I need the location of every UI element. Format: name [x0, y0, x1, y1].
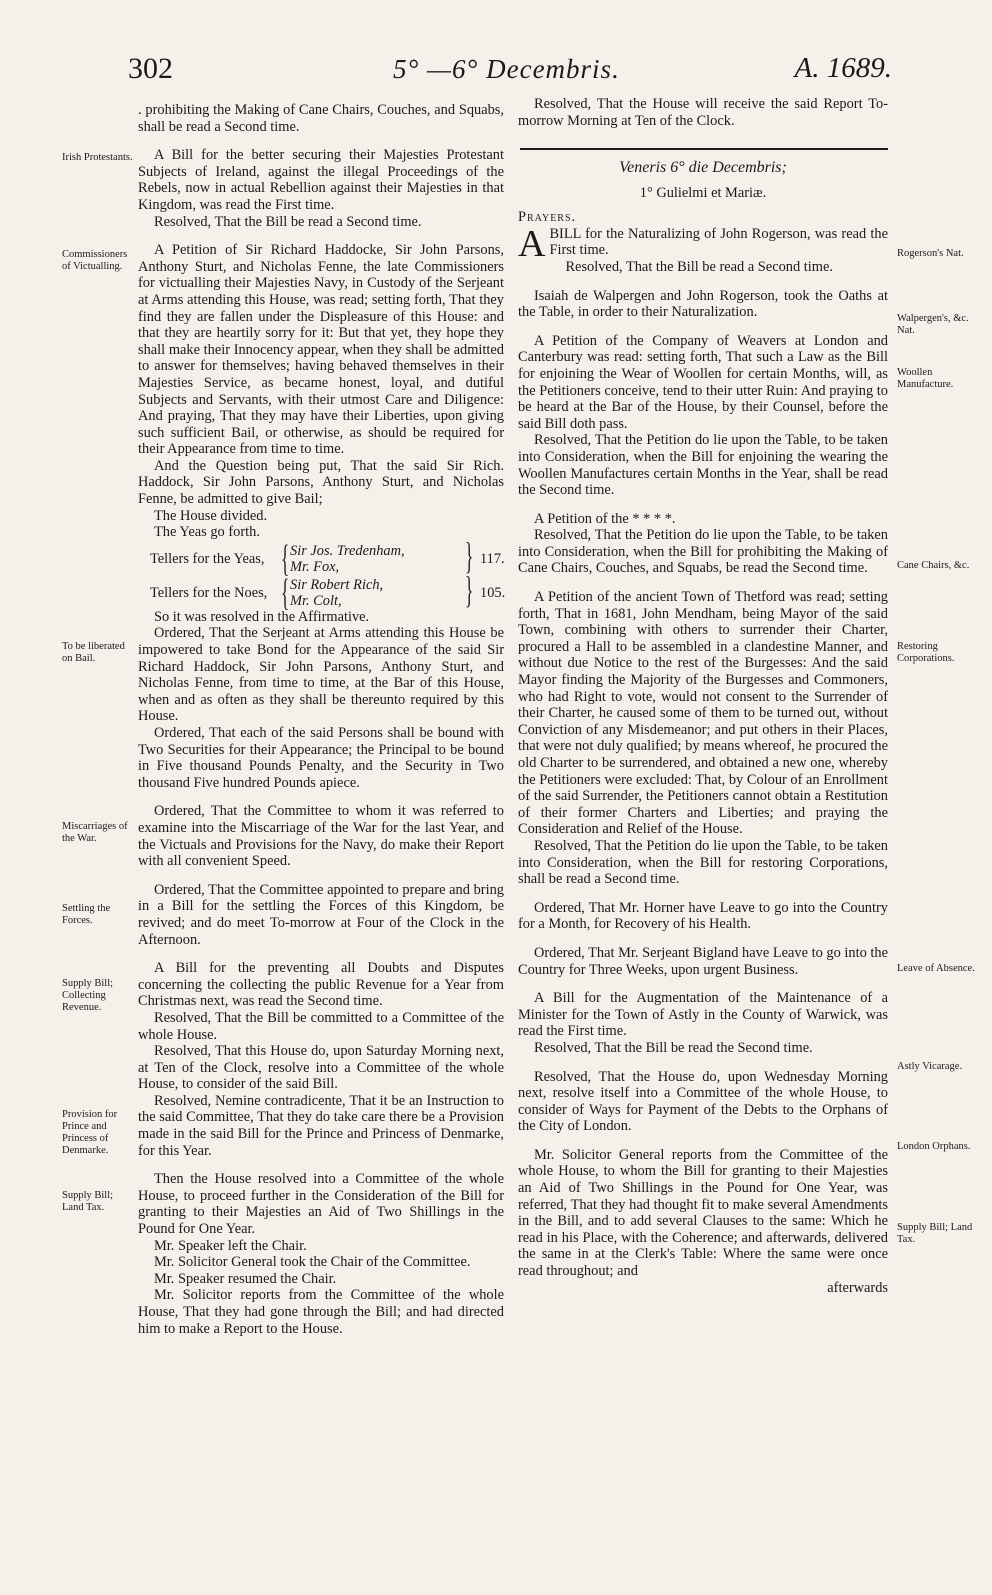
brace-icon: { [281, 537, 290, 580]
page-header [128, 52, 892, 94]
margin-note-supply-land: Supply Bill; Land Tax. [897, 1222, 973, 1245]
margin-note-land-tax: Supply Bill; Land Tax. [62, 1190, 114, 1213]
margin-note-forces: Settling the Forces. [62, 903, 111, 926]
margin-note-astly: Astly Vicarage. [897, 1061, 963, 1072]
drop-cap: A [518, 222, 546, 265]
resolved-report: Resolved, That the House will receive the said Report To-morrow Morning at Ten of the Clock. [518, 96, 888, 129]
margin-note-victualling: Commissioners of Victualling. [62, 249, 128, 272]
brace-icon: { [465, 537, 474, 580]
ordered-miscarriages: Ordered, That the Committee to whom it was referred to examine into the Miscarriage of the War for the last Year, and the Victuals and Provisions for the Navy, do make their Report with all convenient Speed. [138, 803, 504, 870]
page-number: 302 [128, 52, 173, 85]
margin-note-leave: Leave of Absence. [897, 963, 975, 974]
margin-note-woollen: Woollen Manufacture. [897, 367, 954, 390]
page-year: A. 1689. [794, 52, 892, 84]
house-divided: The House divided. [154, 507, 268, 524]
horner-leave: Ordered, That Mr. Horner have Leave to go into the Country for a Month, for Recovery of his Health. [518, 899, 888, 933]
rogerson-resolved: Resolved, That the Bill be read a Second time. [565, 258, 833, 275]
margin-note-miscarriages: Miscarriages of the War. [62, 821, 128, 844]
teller-no-2: Mr. Colt, [290, 593, 342, 610]
ordered-serjeant: Ordered, That the Serjeant at Arms attending this House be impowered to take Bond for the Appearance of the said Sir Richard Haddock, Sir John Parsons, Anthony Sturt, and Nicholas Fenne, from time to time, at the Bar of this House, when and as often as they shall be thereunto required by this House. [138, 625, 504, 725]
margin-note-cane: Cane Chairs, &c. [897, 560, 970, 571]
solicitor-land-tax: Mr. Solicitor General reports from the Committee of the whole House, to whom the Bill for granting to their Majesties an Aid of Two Shillings in the Pound for One Year, was referred, That they had thought fit to make several Amendments in the Bill, and to add several Clauses to the same: Which he read in his Place, with the Coherence; and afterwards, delivered the same in at the Clerk's Table: Where the same were once read throughout; and [518, 1146, 888, 1280]
margin-note-orphans: London Orphans. [897, 1141, 971, 1152]
petition-stars: A Petition of the * * * *. [534, 510, 676, 527]
resolved-affirmative: So it was resolved in the Affirmative. [154, 608, 370, 625]
tellers-yeas-names [290, 543, 405, 576]
resolved-saturday: Resolved, That this House do, upon Saturday Morning next, at Ten of the Clock, resolve into a Committee of the whole House, to consider of the said Bill. [138, 1043, 504, 1093]
yeas-forth: The Yeas go forth. [154, 524, 260, 541]
irish-bill: A Bill for the better securing their Majesties Protestant Subjects of Ireland, against the illegal Proceedings of the Rebels, now in actual Rebellion against their Majesties in that Kingdom, was read the First time. [138, 147, 504, 213]
committee-land-tax: Then the House resolved into a Committee of the whole House, to proceed further in the Consideration of the Bill for granting to their Majesties an Aid of Two Shillings in the Pound for One Year. [138, 1171, 504, 1238]
brace-icon: { [281, 571, 290, 614]
speaker-left: Mr. Speaker left the Chair. [154, 1237, 307, 1254]
speaker-resumed: Mr. Speaker resumed the Chair. [154, 1270, 337, 1287]
regnal-year: 1° Gulielmi et Mariæ. [639, 184, 767, 201]
irish-resolved: Resolved, That the Bill be read a Second time. [154, 213, 422, 230]
astly-bill: A Bill for the Augmentation of the Maintenance of a Minister for the Town of Astly in the County of Warwick, was read the First time. [518, 990, 888, 1040]
right-column-day [518, 160, 888, 1296]
walpergen-oaths: Isaiah de Walpergen and John Rogerson, took the Oaths at the Table, in order to their Naturalization. [518, 287, 888, 321]
opening-text: . prohibiting the Making of Cane Chairs, Couches, and Squabs, shall be read a Second time. [138, 102, 504, 135]
margin-note-rogerson: Rogerson's Nat. [897, 248, 964, 259]
brace-icon: { [465, 571, 474, 614]
running-title: 5° —6° Decembris. [393, 54, 620, 84]
solicitor-took: Mr. Solicitor General took the Chair of the Committee. [154, 1254, 471, 1271]
weavers-petition: A Petition of the Company of Weavers at London and Canterbury was read: setting forth, That such a Law as the Bill for enjoining the Wear of Woollen for certain Months, will, as the Petitioners conceive, tend to their utter Ruin: And praying to be heard at the Bar of the House, by their Counsel, before the said Bill doth pass. [518, 332, 888, 432]
tellers-noes-names [290, 577, 383, 610]
tellers-noes-label: Tellers for the Noes, [150, 584, 268, 601]
left-column [138, 102, 504, 1337]
orphans-resolved: Resolved, That the House do, upon Wednesday Morning next, resolve itself into a Committee of the whole House, to consider of Ways for Payment of the Debts to the Orphans of the City of London. [518, 1068, 888, 1135]
prayers-heading: Prayers. [518, 209, 577, 226]
tellers-noes-count: 105. [480, 584, 506, 601]
margin-note-irish: Irish Protestants. [62, 152, 133, 163]
resolved-nemine: Resolved, Nemine contradicente, That it be an Instruction to the said Committee, That they do take care there be a Provision made in the said Bill for the Prince and Princess of Denmarke, for this Year. [138, 1092, 504, 1159]
teller-no-1: Sir Robert Rich, [290, 576, 384, 593]
ordered-securities: Ordered, That each of the said Persons shall be bound with Two Securities for their Appearance; the Principal to be bound in Five thousand Pounds Penalty, and the Security in Two thousand Five hundred Pounds apiece. [138, 725, 504, 791]
question-put: And the Question being put, That the said Sir Rich. Haddock, Sir John Parsons, Anthony Sturt, and Nicholas Fenne, be admitted to give Bail; [138, 457, 504, 508]
tellers-yeas-count: 117. [480, 550, 505, 567]
margin-note-supply-revenue: Supply Bill; Collecting Revenue. [62, 978, 114, 1013]
margin-note-corporations: Restoring Corporations. [897, 641, 955, 664]
tellers-block [150, 537, 506, 614]
astly-resolved: Resolved, That the Bill be read the Second time. [534, 1039, 813, 1056]
section-rule [520, 148, 888, 150]
margin-note-prince: Provision for Prince and Princess of Denmarke. [62, 1109, 118, 1156]
bigland-leave: Ordered, That Mr. Serjeant Bigland have Leave to go into the Country for Three Weeks, upon urgent Business. [518, 944, 888, 978]
rogerson-bill [518, 222, 888, 265]
tellers-yeas [150, 537, 505, 580]
teller-yea-1: Sir Jos. Tredenham, [290, 542, 405, 559]
thetford-resolved: Resolved, That the Petition do lie upon the Table, to be taken into Consideration, when the Bill for restoring Corporations, shall be read a Second time. [518, 837, 888, 888]
margin-note-liberated: To be liberated on Bail. [62, 641, 125, 664]
tellers-yeas-label: Tellers for the Yeas, [150, 550, 265, 567]
ordered-forces: Ordered, That the Committee appointed to prepare and bring in a Bill for the settling the Forces of this Kingdom, be revived; and do meet To-morrow at Four of the Clock in the Afternoon. [138, 881, 504, 948]
cane-resolved: Resolved, That the Petition do lie upon the Table, to be taken into Consideration, when the Bill for prohibiting the Making of Cane Chairs, Couches, and Squabs, be read the Second time. [518, 527, 888, 577]
catchword: afterwards [827, 1279, 888, 1296]
petition-victualling: A Petition of Sir Richard Haddocke, Sir John Parsons, Anthony Sturt, and Nicholas Fenne, the late Commissioners for victualling their Majesties Navy, in Custody of the Serjeant at Arms attending this House, was read; setting forth, That they find they are fallen under the Displeasure of this House: and that they are heartily sorry for it: But that yet, they hope they shall make their Innocency appear, when they shall be admitted to answer for themselves; having behaved themselves in their Majesties Service, as became honest, loyal, and dutiful Subjects and Servants, with their utmost Care and Diligence: And praying, That they may have their Liberties, upon giving such sufficient Bail, or otherwise, as should be required for their Appearance from time to time. [138, 242, 504, 458]
tellers-noes [150, 571, 506, 614]
date-heading: Veneris 6° die Decembris; [619, 159, 787, 176]
solicitor-reports: Mr. Solicitor reports from the Committee of the whole House, That they had gone through the Bill; and had directed him to make a Report to the House. [138, 1287, 504, 1337]
margin-note-walpergen: Walpergen's, &c. Nat. [897, 313, 969, 336]
weavers-resolved: Resolved, That the Petition do lie upon the Table, to be taken into Consideration, when the Bill for enjoining the wearing the Woollen Manufactures certain Months in the Year, shall be read the Second time. [518, 432, 888, 499]
right-column [518, 96, 888, 141]
resolved-committed: Resolved, That the Bill be committed to a Committee of the whole House. [138, 1009, 504, 1043]
rogerson-bill-text: BILL for the Naturalizing of John Rogerson, was read the First time. [549, 225, 888, 259]
teller-yea-2: Mr. Fox, [290, 559, 340, 576]
bill-revenue: A Bill for the preventing all Doubts and Disputes concerning the collecting the public Revenue for a Year from Christmas next, was read the Second time. [138, 960, 504, 1010]
thetford-petition: A Petition of the ancient Town of Thetford was read; setting forth, That in 1681, John Mendham, being Mayor of the said Town, combining with others to surrender their Charter, procured a Hall to be assembled in a clandestine Manner, and without due Notice to the rest of the Burgesses: And the said Mayor finding the Majority of the Burgesses and Commoners, who had Right to vote, would not consent to the Surrender of their Charter, he caused some of them to be turned out, without Conviction of any Misdemeanor; and put others in their Places, that were not duly qualified; by means whereof, he procured the old Charter to be surrendered, and obtained a new one, whereby the Petitioners were excluded: That, by Colour of an Enrollment of the said Surrender, the Petitioners cannot obtain a Restitution of their former Charters and Liberties; and praying the Consideration and Relief of the House. [518, 589, 888, 838]
